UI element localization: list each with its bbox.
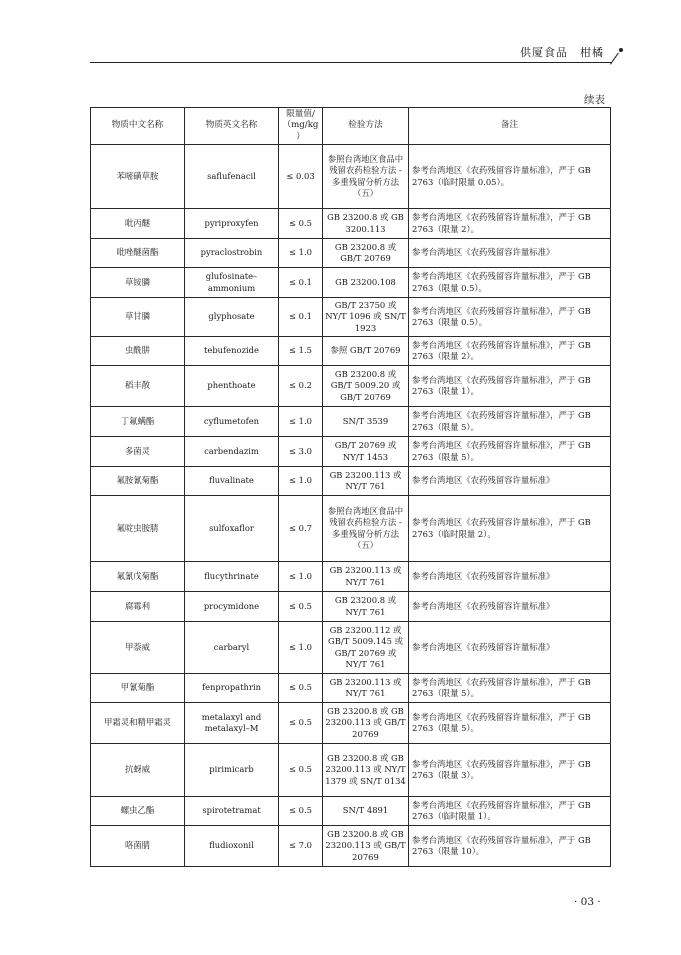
cell-limit: ≤ 0.03: [279, 145, 323, 209]
cell-note: 参考台湾地区《农药残留容许量标准》，严于 GB 2763（临时限量 0.05）。: [409, 145, 611, 209]
cell-en-name: fenpropathrin: [185, 674, 279, 703]
cell-note: 参考台湾地区《农药残留容许量标准》，严于 GB 2763（限量 3）。: [409, 744, 611, 797]
table-row: [91, 145, 611, 209]
cell-method: GB 23200.113 或 NY/T 761: [323, 674, 409, 703]
cell-cn-name: 草铵膦: [91, 268, 185, 298]
cell-method: GB 23200.108: [323, 268, 409, 298]
cell-cn-name: 吡唑醚菌酯: [91, 239, 185, 268]
table-row: [91, 407, 611, 437]
cell-limit: ≤ 7.0: [279, 826, 323, 867]
cell-limit: ≤ 1.0: [279, 239, 323, 268]
cell-limit: ≤ 0.5: [279, 703, 323, 744]
cell-cn-name: 苯嘧磺草胺: [91, 145, 185, 209]
cell-en-name: flucythrinate: [185, 562, 279, 592]
cell-en-name: sulfoxaflor: [185, 496, 279, 562]
cell-note: 参考台湾地区《农药残留容许量标准》，严于 GB 2763（限量 1）。: [409, 366, 611, 407]
cell-limit: ≤ 0.5: [279, 797, 323, 826]
col-header-note: 备注: [409, 108, 611, 145]
cell-note: 参考台湾地区《农药残留容许量标准》，严于 GB 2763（限量 10）。: [409, 826, 611, 867]
cell-cn-name: 虫酰肼: [91, 337, 185, 366]
cell-method: GB/T 20769 或 NY/T 1453: [323, 437, 409, 467]
cell-note: 参考台湾地区《农药残留容许量标准》: [409, 562, 611, 592]
cell-en-name: fludioxonil: [185, 826, 279, 867]
table-row: [91, 826, 611, 867]
table-row: [91, 496, 611, 562]
table-row: [91, 437, 611, 467]
cell-method: GB 23200.8 或 GB 23200.113 或 GB/T 20769: [323, 703, 409, 744]
cell-note: 参考台湾地区《农药残留容许量标准》，严于 GB 2763（限量 5）。: [409, 674, 611, 703]
cell-en-name: phenthoate: [185, 366, 279, 407]
cell-method: SN/T 4891: [323, 797, 409, 826]
cell-note: 参考台湾地区《农药残留容许量标准》，严于 GB 2763（限量 0.5）。: [409, 268, 611, 298]
running-header: 供厦食品 柑橘: [520, 46, 604, 59]
cell-limit: ≤ 0.2: [279, 366, 323, 407]
cell-cn-name: 抗蚜威: [91, 744, 185, 797]
cell-limit: ≤ 0.5: [279, 592, 323, 622]
col-header-en-name: 物质英文名称: [185, 108, 279, 145]
cell-note: 参考台湾地区《农药残留容许量标准》: [409, 239, 611, 268]
cell-method: GB 23200.8 或 GB 3200.113: [323, 209, 409, 239]
table-row: [91, 467, 611, 496]
cell-note: 参考台湾地区《农药残留容许量标准》，严于 GB 2763（限量 5）。: [409, 703, 611, 744]
cell-limit: ≤ 1.0: [279, 622, 323, 674]
header-dot-mark: [619, 48, 623, 52]
cell-limit: ≤ 0.5: [279, 209, 323, 239]
continued-label: 续表: [584, 94, 605, 106]
table-row: [91, 592, 611, 622]
cell-note: 参考台湾地区《农药残留容许量标准》，严于 GB 2763（限量 5）。: [409, 437, 611, 467]
col-header-cn-name: 物质中文名称: [91, 108, 185, 145]
cell-cn-name: 丁氟螨酯: [91, 407, 185, 437]
table-row: [91, 674, 611, 703]
cell-method: GB 23200.113 或 NY/T 761: [323, 467, 409, 496]
cell-cn-name: 氟啶虫胺腈: [91, 496, 185, 562]
cell-en-name: fluvalinate: [185, 467, 279, 496]
cell-en-name: procymidone: [185, 592, 279, 622]
cell-cn-name: 氟胺氰菊酯: [91, 467, 185, 496]
cell-en-name: glufosinate–ammonium: [185, 268, 279, 298]
cell-method: GB 23200.8 或 NY/T 761: [323, 592, 409, 622]
table-row: [91, 209, 611, 239]
cell-method: SN/T 3539: [323, 407, 409, 437]
cell-limit: ≤ 0.5: [279, 674, 323, 703]
cell-limit: ≤ 1.0: [279, 467, 323, 496]
cell-limit: ≤ 0.1: [279, 298, 323, 337]
cell-limit: ≤ 3.0: [279, 437, 323, 467]
cell-cn-name: 氟氰戊菊酯: [91, 562, 185, 592]
cell-cn-name: 咯菌腈: [91, 826, 185, 867]
table-row: [91, 622, 611, 674]
table-header-row: [91, 108, 611, 145]
cell-limit: ≤ 1.0: [279, 562, 323, 592]
header-rule: [90, 62, 611, 63]
cell-en-name: carbendazim: [185, 437, 279, 467]
table-row: [91, 366, 611, 407]
cell-cn-name: 腐霉利: [91, 592, 185, 622]
cell-en-name: metalaxyl and metalaxyl–M: [185, 703, 279, 744]
cell-method: GB 23200.8 或 GB 23200.113 或 NY/T 1379 或 SN/T 0134: [323, 744, 409, 797]
cell-note: 参考台湾地区《农药残留容许量标准》，严于 GB 2763（限量 5）。: [409, 407, 611, 437]
cell-en-name: cyflumetofen: [185, 407, 279, 437]
cell-cn-name: 甲氰菊酯: [91, 674, 185, 703]
cell-method: GB/T 23750 或 NY/T 1096 或 SN/T 1923: [323, 298, 409, 337]
table-row: [91, 298, 611, 337]
cell-cn-name: 草甘膦: [91, 298, 185, 337]
cell-method: GB 23200.8 或 GB/T 20769: [323, 239, 409, 268]
cell-en-name: pyriproxyfen: [185, 209, 279, 239]
cell-limit: ≤ 0.5: [279, 744, 323, 797]
cell-note: 参考台湾地区《农药残留容许量标准》，严于 GB 2763（限量 2）。: [409, 209, 611, 239]
cell-en-name: glyphosate: [185, 298, 279, 337]
cell-method: 参照 GB/T 20769: [323, 337, 409, 366]
cell-method: 参照台湾地区食品中残留农药检验方法 - 多重残留分析方法（五）: [323, 145, 409, 209]
table-row: [91, 744, 611, 797]
cell-note: 参考台湾地区《农药残留容许量标准》: [409, 592, 611, 622]
cell-en-name: carbaryl: [185, 622, 279, 674]
cell-note: 参考台湾地区《农药残留容许量标准》: [409, 622, 611, 674]
cell-en-name: pyraclostrobin: [185, 239, 279, 268]
col-header-method: 检验方法: [323, 108, 409, 145]
table-row: [91, 703, 611, 744]
cell-note: 参考台湾地区《农药残留容许量标准》，严于 GB 2763（临时限量 1）。: [409, 797, 611, 826]
cell-en-name: tebufenozide: [185, 337, 279, 366]
cell-en-name: pirimicarb: [185, 744, 279, 797]
cell-cn-name: 多菌灵: [91, 437, 185, 467]
page-number: · 03 ·: [574, 896, 601, 908]
cell-limit: ≤ 0.1: [279, 268, 323, 298]
header-slant-mark: [610, 53, 619, 65]
cell-cn-name: 甲萘威: [91, 622, 185, 674]
cell-method: GB 23200.8 或 GB 23200.113 或 GB/T 20769: [323, 826, 409, 867]
cell-limit: ≤ 1.5: [279, 337, 323, 366]
cell-en-name: spirotetramat: [185, 797, 279, 826]
table-row: [91, 797, 611, 826]
table-row: [91, 562, 611, 592]
cell-method: GB 23200.112 或 GB/T 5009.145 或 GB/T 20769 或 NY/T 761: [323, 622, 409, 674]
cell-limit: ≤ 0.7: [279, 496, 323, 562]
cell-note: 参考台湾地区《农药残留容许量标准》，严于 GB 2763（临时限量 2）。: [409, 496, 611, 562]
cell-limit: ≤ 1.0: [279, 407, 323, 437]
cell-method: 参照台湾地区食品中残留农药检验方法 - 多重残留分析方法（五）: [323, 496, 409, 562]
cell-note: 参考台湾地区《农药残留容许量标准》，严于 GB 2763（限量 0.5）。: [409, 298, 611, 337]
cell-cn-name: 螺虫乙酯: [91, 797, 185, 826]
cell-note: 参考台湾地区《农药残留容许量标准》，严于 GB 2763（限量 2）。: [409, 337, 611, 366]
cell-cn-name: 甲霜灵和精甲霜灵: [91, 703, 185, 744]
cell-method: GB 23200.113 或 NY/T 761: [323, 562, 409, 592]
cell-method: GB 23200.8 或 GB/T 5009.20 或 GB/T 20769: [323, 366, 409, 407]
col-header-limit: 限量值/（mg/kg）: [279, 108, 323, 145]
cell-note: 参考台湾地区《农药残留容许量标准》: [409, 467, 611, 496]
cell-cn-name: 稻丰散: [91, 366, 185, 407]
pesticide-limit-table: [90, 107, 611, 867]
table-row: [91, 239, 611, 268]
cell-cn-name: 吡丙醚: [91, 209, 185, 239]
table-row: [91, 337, 611, 366]
cell-en-name: saflufenacil: [185, 145, 279, 209]
table-row: [91, 268, 611, 298]
